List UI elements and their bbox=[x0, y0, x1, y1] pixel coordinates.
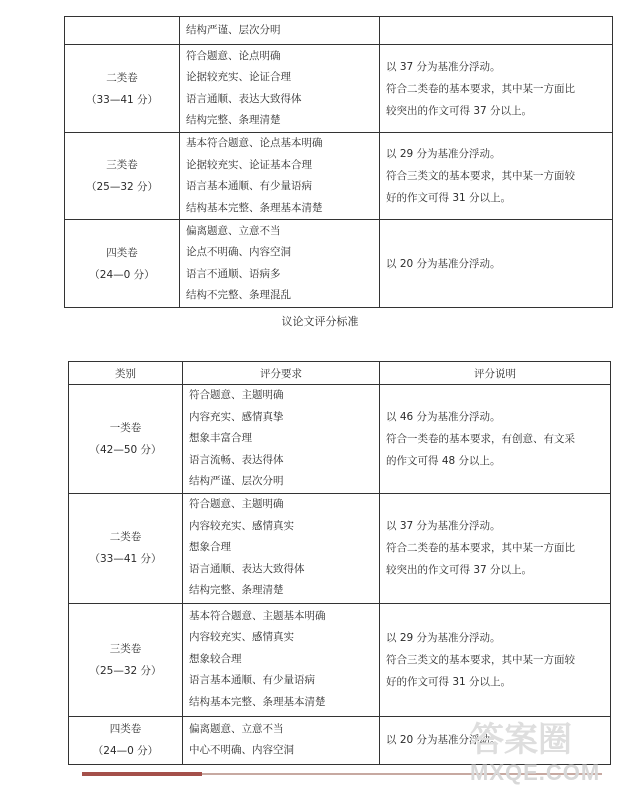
requirement-line: 符合题意、主题明确 bbox=[189, 389, 284, 401]
watermark-url: MXQE.COM bbox=[470, 760, 601, 785]
table-row bbox=[65, 220, 613, 308]
requirement-line: 想象较合理 bbox=[189, 652, 242, 665]
requirement-line: 偏离题意、立意不当 bbox=[189, 722, 284, 735]
header-description: 评分说明 bbox=[380, 362, 611, 385]
description-line: 符合三类文的基本要求，其中某一方面较 bbox=[386, 170, 575, 182]
requirement-line: 中心不明确、内容空洞 bbox=[189, 744, 294, 756]
score-range: （25—32 分） bbox=[85, 181, 159, 193]
requirements-cell bbox=[183, 493, 380, 603]
requirement-line: 结构基本完整、条理基本清楚 bbox=[189, 695, 326, 708]
header-category: 类别 bbox=[69, 362, 183, 385]
description-line: 较突出的作文可得 37 分以上。 bbox=[386, 104, 533, 117]
requirement-line: 结构严谨、层次分明 bbox=[186, 23, 281, 36]
table-row bbox=[69, 603, 611, 716]
score-range: （25—32 分） bbox=[89, 664, 162, 677]
category-name: 二类卷 bbox=[109, 531, 142, 543]
table-row bbox=[69, 493, 611, 603]
category-name: 三类卷 bbox=[106, 159, 138, 171]
category-cell bbox=[69, 385, 183, 494]
requirements-cell bbox=[183, 716, 380, 764]
requirement-line: 论点不明确、内容空洞 bbox=[186, 246, 291, 258]
requirement-line: 基本符合题意、主题基本明确 bbox=[189, 609, 326, 622]
description-line: 好的作文可得 31 分以上。 bbox=[386, 192, 512, 204]
table-header-row bbox=[69, 362, 611, 385]
footer-accent-bar bbox=[82, 772, 202, 776]
description-cell bbox=[380, 133, 613, 220]
requirements-cell bbox=[180, 17, 380, 45]
requirement-line: 想象合理 bbox=[189, 541, 231, 554]
requirement-line: 结构完整、条理清楚 bbox=[186, 114, 281, 126]
description-line: 以 20 分为基准分浮动。 bbox=[386, 734, 501, 746]
description-cell bbox=[380, 17, 613, 45]
requirement-line: 语言基本通顺、有少量语病 bbox=[189, 674, 315, 687]
description-line: 符合三类文的基本要求，其中某一方面较 bbox=[386, 653, 575, 666]
category-cell bbox=[65, 220, 180, 308]
score-range: （33—41 分） bbox=[89, 553, 162, 565]
description-cell bbox=[380, 603, 611, 716]
requirements-cell bbox=[183, 385, 380, 494]
requirement-line: 论据较充实、论证合理 bbox=[186, 71, 291, 83]
requirement-line: 结构严谨、层次分明 bbox=[189, 475, 284, 487]
table-caption: 议论文评分标准 bbox=[281, 315, 359, 328]
category-cell bbox=[69, 493, 183, 603]
score-range: （42—50 分） bbox=[89, 443, 162, 456]
category-name: 四类卷 bbox=[109, 723, 142, 735]
table-row bbox=[69, 385, 611, 494]
category-name: 一类卷 bbox=[109, 421, 142, 434]
description-line: 较突出的作文可得 37 分以上。 bbox=[386, 564, 533, 576]
description-line: 好的作文可得 31 分以上。 bbox=[386, 675, 512, 688]
requirement-line: 基本符合题意、论点基本明确 bbox=[186, 137, 323, 149]
category-cell bbox=[65, 45, 180, 133]
description-line: 符合一类卷的基本要求，有创意、有文采 bbox=[386, 432, 575, 445]
narrative-scoring-table bbox=[68, 361, 611, 765]
category-cell bbox=[65, 133, 180, 220]
requirement-line: 内容较充实、感情真实 bbox=[189, 519, 294, 532]
description-line: 以 29 分为基准分浮动。 bbox=[386, 148, 501, 160]
category-cell bbox=[69, 603, 183, 716]
description-line: 以 29 分为基准分浮动。 bbox=[386, 631, 501, 644]
requirement-line: 结构不完整、条理混乱 bbox=[186, 289, 291, 301]
requirement-line: 语言流畅、表达得体 bbox=[189, 453, 284, 466]
requirement-line: 想象丰富合理 bbox=[189, 432, 252, 444]
description-cell bbox=[380, 45, 613, 133]
header-requirements: 评分要求 bbox=[183, 362, 380, 385]
description-line: 符合二类卷的基本要求，其中某一方面比 bbox=[386, 82, 575, 95]
requirement-line: 结构完整、条理清楚 bbox=[189, 584, 284, 597]
description-line: 的作文可得 48 分以上。 bbox=[386, 454, 501, 467]
description-cell bbox=[380, 385, 611, 494]
requirement-line: 符合题意、主题明确 bbox=[189, 498, 284, 511]
requirement-line: 语言通顺、表达大致得体 bbox=[189, 562, 305, 575]
score-range: （24—0 分） bbox=[89, 268, 155, 281]
category-cell bbox=[69, 716, 183, 764]
watermark-logo-text: 答案圈 bbox=[470, 720, 572, 760]
description-line: 以 46 分为基准分浮动。 bbox=[386, 410, 501, 423]
category-name: 二类卷 bbox=[106, 71, 138, 84]
category-name: 四类卷 bbox=[106, 246, 138, 259]
score-range: （24—0 分） bbox=[92, 745, 159, 757]
table-row bbox=[65, 45, 613, 133]
table-row bbox=[65, 17, 613, 45]
requirement-line: 内容充实、感情真挚 bbox=[189, 410, 284, 423]
requirement-line: 符合题意、论点明确 bbox=[186, 49, 281, 62]
description-line: 以 20 分为基准分浮动。 bbox=[386, 257, 501, 270]
description-line: 符合二类卷的基本要求，其中某一方面比 bbox=[386, 542, 575, 554]
description-cell bbox=[380, 493, 611, 603]
score-range: （33—41 分） bbox=[85, 93, 159, 106]
requirement-line: 语言不通顺、语病多 bbox=[186, 267, 281, 280]
requirements-cell bbox=[183, 603, 380, 716]
requirements-cell bbox=[180, 220, 380, 308]
table-row bbox=[65, 133, 613, 220]
requirements-cell bbox=[180, 133, 380, 220]
top-scoring-table bbox=[64, 16, 613, 308]
category-name: 三类卷 bbox=[109, 642, 142, 655]
requirement-line: 语言基本通顺、有少量语病 bbox=[186, 180, 312, 192]
requirement-line: 内容较充实、感情真实 bbox=[189, 631, 294, 644]
description-line: 以 37 分为基准分浮动。 bbox=[386, 60, 501, 73]
description-line: 以 37 分为基准分浮动。 bbox=[386, 520, 501, 532]
requirement-line: 偏离题意、立意不当 bbox=[186, 224, 281, 237]
description-cell bbox=[380, 220, 613, 308]
category-cell bbox=[65, 17, 180, 45]
requirement-line: 论据较充实、论证基本合理 bbox=[186, 158, 312, 171]
requirement-line: 结构基本完整、条理基本清楚 bbox=[186, 201, 323, 214]
requirements-cell bbox=[180, 45, 380, 133]
requirement-line: 语言通顺、表达大致得体 bbox=[186, 92, 302, 105]
